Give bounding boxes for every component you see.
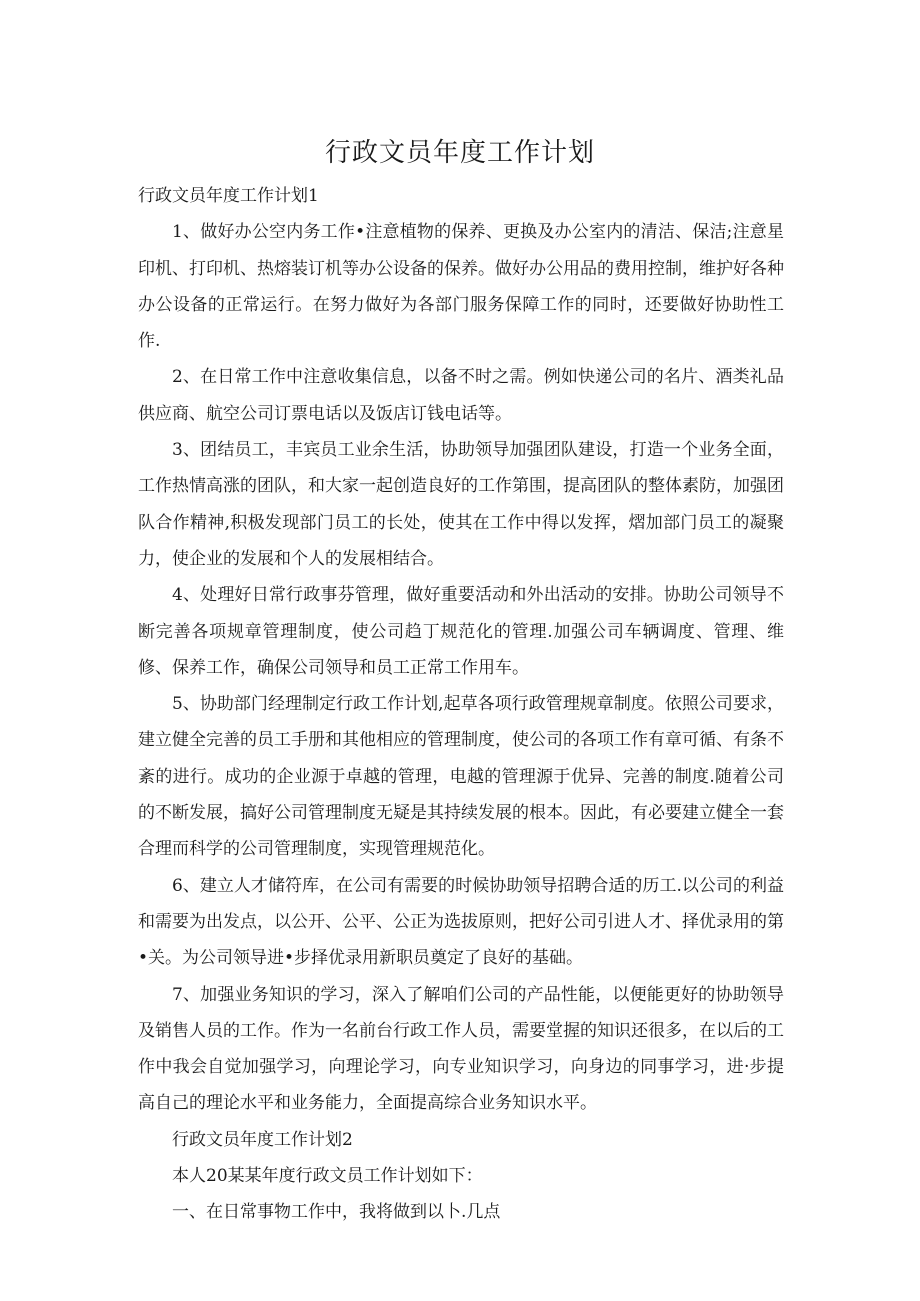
paragraph-3: 3、团结员工，丰宾员工业余生活，协助领导加强团队建设，打造一个业务全面，工作热情高涨的团队，和大家一起创造良好的工作第围，提高团队的整体素防，加强团队合作精神,积极发现部门员工的长处，使其在工作中得以发挥，熠加部门员工的凝聚力，使企业的发展和个人的发展相结合。 [138, 440, 784, 569]
paragraph-6: 6、建立人才储符库，在公司有需要的时候协助领导招聘合适的历工.以公司的利益和需要为出发点，以公开、公平、公正为选拔原则，把好公司引进人才、择优录用的第•关。为公司领导进•步择优录用新职员奠定了良好的基础。 [138, 875, 784, 969]
paragraph-5: 5、协助部门经理制定行政工作计划,起草各项行政管理规章制度。依照公司要求，建立健全完善的员工手册和其他相应的管理制度，使公司的各项工作有章可循、有条不紊的进行。成功的企业源于卓越的管理，电越的管理源于优异、完善的制度.随着公司的不断发展，搞好公司管理制度无疑是其持续发展的根本。因此，有必要建立健全一套合理而科学的公司管理制度，实现管理规范化。 [138, 694, 784, 860]
paragraph-4: 4、处理好日常行政事芬管理，做好重要活动和外出活动的安排。协助公司领导不断完善各项规章管理制度，使公司趋丁规范化的管理.加强公司车辆调度、管理、维修、保养工作，确保公司领导和员工正常工作用车。 [138, 585, 784, 678]
paragraph-2: 2、在日常工作中注意收集信息，以备不时之需。例如快递公司的名片、酒类礼品供应商、航空公司订票电话以及饭店订钱电话等。 [138, 367, 784, 424]
section-heading-1: 行政文员年度工作计划1 [138, 186, 319, 206]
section-2-item-1: 一、在日常事物工作中，我将做到以卜.几点 [172, 1202, 501, 1223]
section-2-intro: 本人20某某年度行政文员工作计划如下： [172, 1166, 483, 1187]
section-heading-2: 行政文员年度工作计划2 [172, 1129, 353, 1150]
document-body [138, 178, 784, 1231]
paragraph-7: 7、加强业务知识的学习，深入了解咱们公司的产品性能，以便能更好的协助领导及销售人员的工作。作为一名前台行政工作人员，需要堂握的知识还很多，在以后的工作中我会自觉加强学习，向理论学习，向专业知识学习，向身边的同事学习，进·步提高自己的理论水平和业务能力，全面提高综合业务知识水平。 [138, 984, 784, 1114]
document-title: 行政文员年度工作计划 [324, 138, 595, 168]
paragraph-1: 1、做好办公空内务工作•注意植物的保养、更换及办公室内的清洁、保洁;注意星印机、打印机、热熔装订机等办公设备的保养。做好办公用品的费用控制，维护好各种办公设备的正常运行。在努力做好为各部门服务保障工作的同时，还要做好协助性工作. [138, 222, 784, 352]
